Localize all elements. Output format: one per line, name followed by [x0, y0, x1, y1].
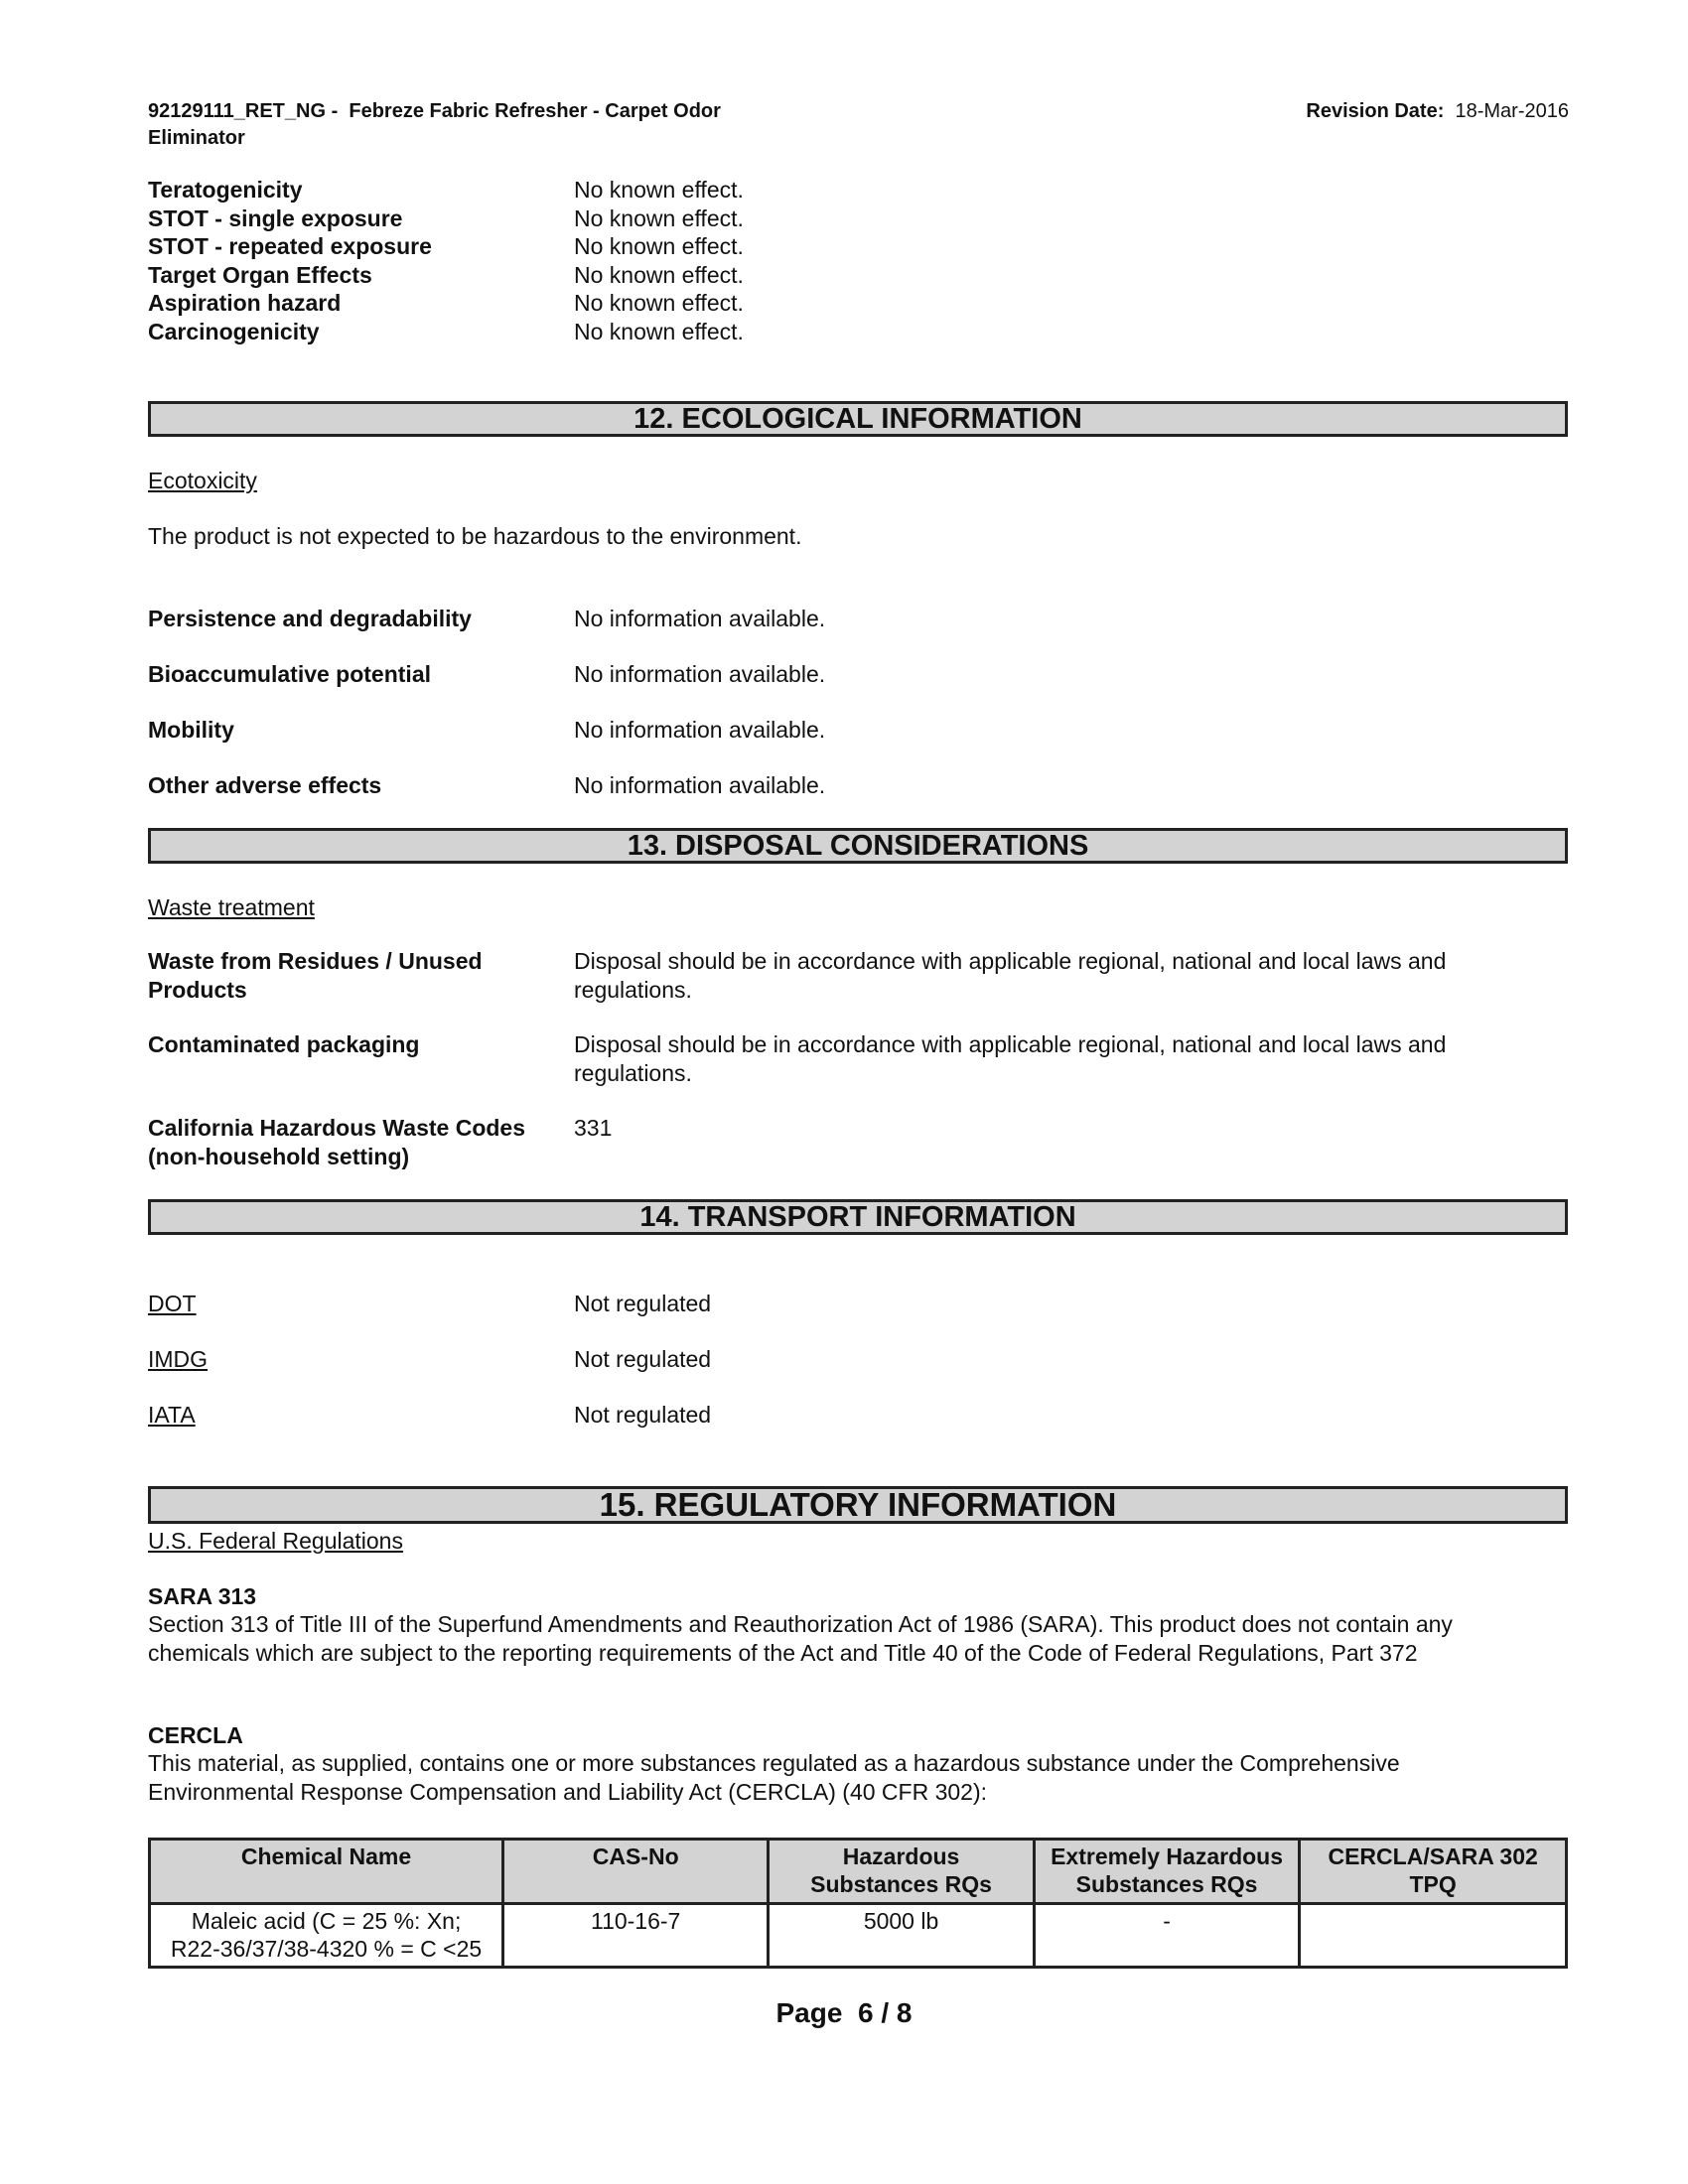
- page-number-value: 6 / 8: [858, 1997, 913, 2028]
- toxicity-label: Carcinogenicity: [148, 318, 320, 344]
- revision-date-value: 18-Mar-2016: [1455, 100, 1569, 122]
- toxicity-label: Target Organ Effects: [148, 261, 372, 288]
- eco-value: No information available.: [574, 772, 826, 798]
- waste-treatment-heading: Waste treatment: [148, 894, 315, 920]
- section-13-banner: 13. DISPOSAL CONSIDERATIONS: [148, 828, 1568, 864]
- toxicity-label: STOT - repeated exposure: [148, 233, 432, 259]
- eco-label: Bioaccumulative potential: [148, 661, 432, 687]
- toxicity-value: No known effect.: [574, 318, 744, 344]
- revision-label: Revision Date:: [1306, 100, 1445, 122]
- toxicity-value: No known effect.: [574, 177, 744, 203]
- table-header-row: [150, 1840, 1567, 1904]
- transport-label: IMDG: [148, 1346, 209, 1372]
- disposal-label: Contaminated packaging: [148, 1031, 420, 1057]
- table-header-cell: Chemical Name: [150, 1840, 503, 1904]
- table-header-cell: CERCLA/SARA 302 TPQ: [1300, 1840, 1567, 1904]
- table-header-cell: Extremely Hazardous Substances RQs: [1034, 1840, 1300, 1904]
- transport-label: DOT: [148, 1291, 197, 1316]
- toxicity-value: No known effect.: [574, 290, 744, 316]
- section-14-banner: 14. TRANSPORT INFORMATION: [148, 1199, 1568, 1235]
- toxicity-value: No known effect.: [574, 205, 744, 231]
- disposal-label: Waste from Residues / Unused Products: [148, 948, 483, 1003]
- transport-value: Not regulated: [574, 1346, 712, 1372]
- transport-value: Not regulated: [574, 1402, 712, 1428]
- disposal-label: California Hazardous Waste Codes (non-household setting): [148, 1115, 526, 1169]
- cercla-table: [148, 1838, 1568, 1969]
- cercla-text-line: Environmental Response Compensation and Liability Act (CERCLA) (40 CFR 302):: [148, 1779, 988, 1805]
- section-12-banner: 12. ECOLOGICAL INFORMATION: [148, 401, 1568, 437]
- eco-label: Other adverse effects: [148, 772, 382, 798]
- revision-date: [1306, 98, 1569, 125]
- table-header-cell: Hazardous Substances RQs: [769, 1840, 1035, 1904]
- transport-label: IATA: [148, 1402, 196, 1428]
- disposal-value: Disposal should be in accordance with applicable regional, national and local laws and regulations.: [574, 1031, 1447, 1086]
- page-label: Page: [775, 1997, 843, 2028]
- table-row: [150, 1904, 1567, 1968]
- ecotoxicity-text: The product is not expected to be hazardous to the environment.: [148, 523, 802, 549]
- federal-regulations-heading: U.S. Federal Regulations: [148, 1528, 403, 1554]
- section-15-banner: 15. REGULATORY INFORMATION: [148, 1486, 1568, 1524]
- eco-label: Mobility: [148, 717, 234, 743]
- cercla-text-line: This material, as supplied, contains one or more substances regulated as a hazardous substance under the Comprehensive: [148, 1750, 1400, 1776]
- toxicity-label: STOT - single exposure: [148, 205, 403, 231]
- eco-value: No information available.: [574, 717, 826, 743]
- table-cell-cas: 110-16-7: [503, 1904, 769, 1968]
- sara-text-line: chemicals which are subject to the reporting requirements of the Act and Title 40 of the Code of Federal Regulations, Part 372: [148, 1640, 1418, 1666]
- toxicity-label: Teratogenicity: [148, 177, 303, 203]
- sara-heading: SARA 313: [148, 1583, 257, 1609]
- product-name-cont: Eliminator: [148, 127, 245, 149]
- disposal-value: Disposal should be in accordance with applicable regional, national and local laws and regulations.: [574, 948, 1447, 1003]
- document-header-title: [148, 98, 863, 152]
- toxicity-label: Aspiration hazard: [148, 290, 342, 316]
- eco-value: No information available.: [574, 606, 826, 631]
- toxicity-value: No known effect.: [574, 261, 744, 288]
- transport-value: Not regulated: [574, 1291, 712, 1316]
- product-id: 92129111_RET_NG -: [148, 100, 339, 122]
- eco-value: No information available.: [574, 661, 826, 687]
- disposal-value: 331: [574, 1115, 613, 1141]
- page-number: [0, 1997, 1688, 2029]
- table-cell-ehs: -: [1034, 1904, 1300, 1968]
- product-name: Febreze Fabric Refresher - Carpet Odor: [349, 100, 721, 122]
- table-header-cell: CAS-No: [503, 1840, 769, 1904]
- table-cell-chemical-name: Maleic acid (C = 25 %: Xn; R22-36/37/38-4320 % = C <25: [150, 1904, 503, 1968]
- toxicity-value: No known effect.: [574, 233, 744, 259]
- table-cell-tpq: [1300, 1904, 1567, 1968]
- ecotoxicity-heading: Ecotoxicity: [148, 468, 257, 493]
- sara-text-line: Section 313 of Title III of the Superfund Amendments and Reauthorization Act of 1986 (SARA). This product does not contain any: [148, 1611, 1453, 1637]
- cercla-heading: CERCLA: [148, 1722, 243, 1748]
- eco-label: Persistence and degradability: [148, 606, 472, 631]
- table-cell-rq: 5000 lb: [769, 1904, 1035, 1968]
